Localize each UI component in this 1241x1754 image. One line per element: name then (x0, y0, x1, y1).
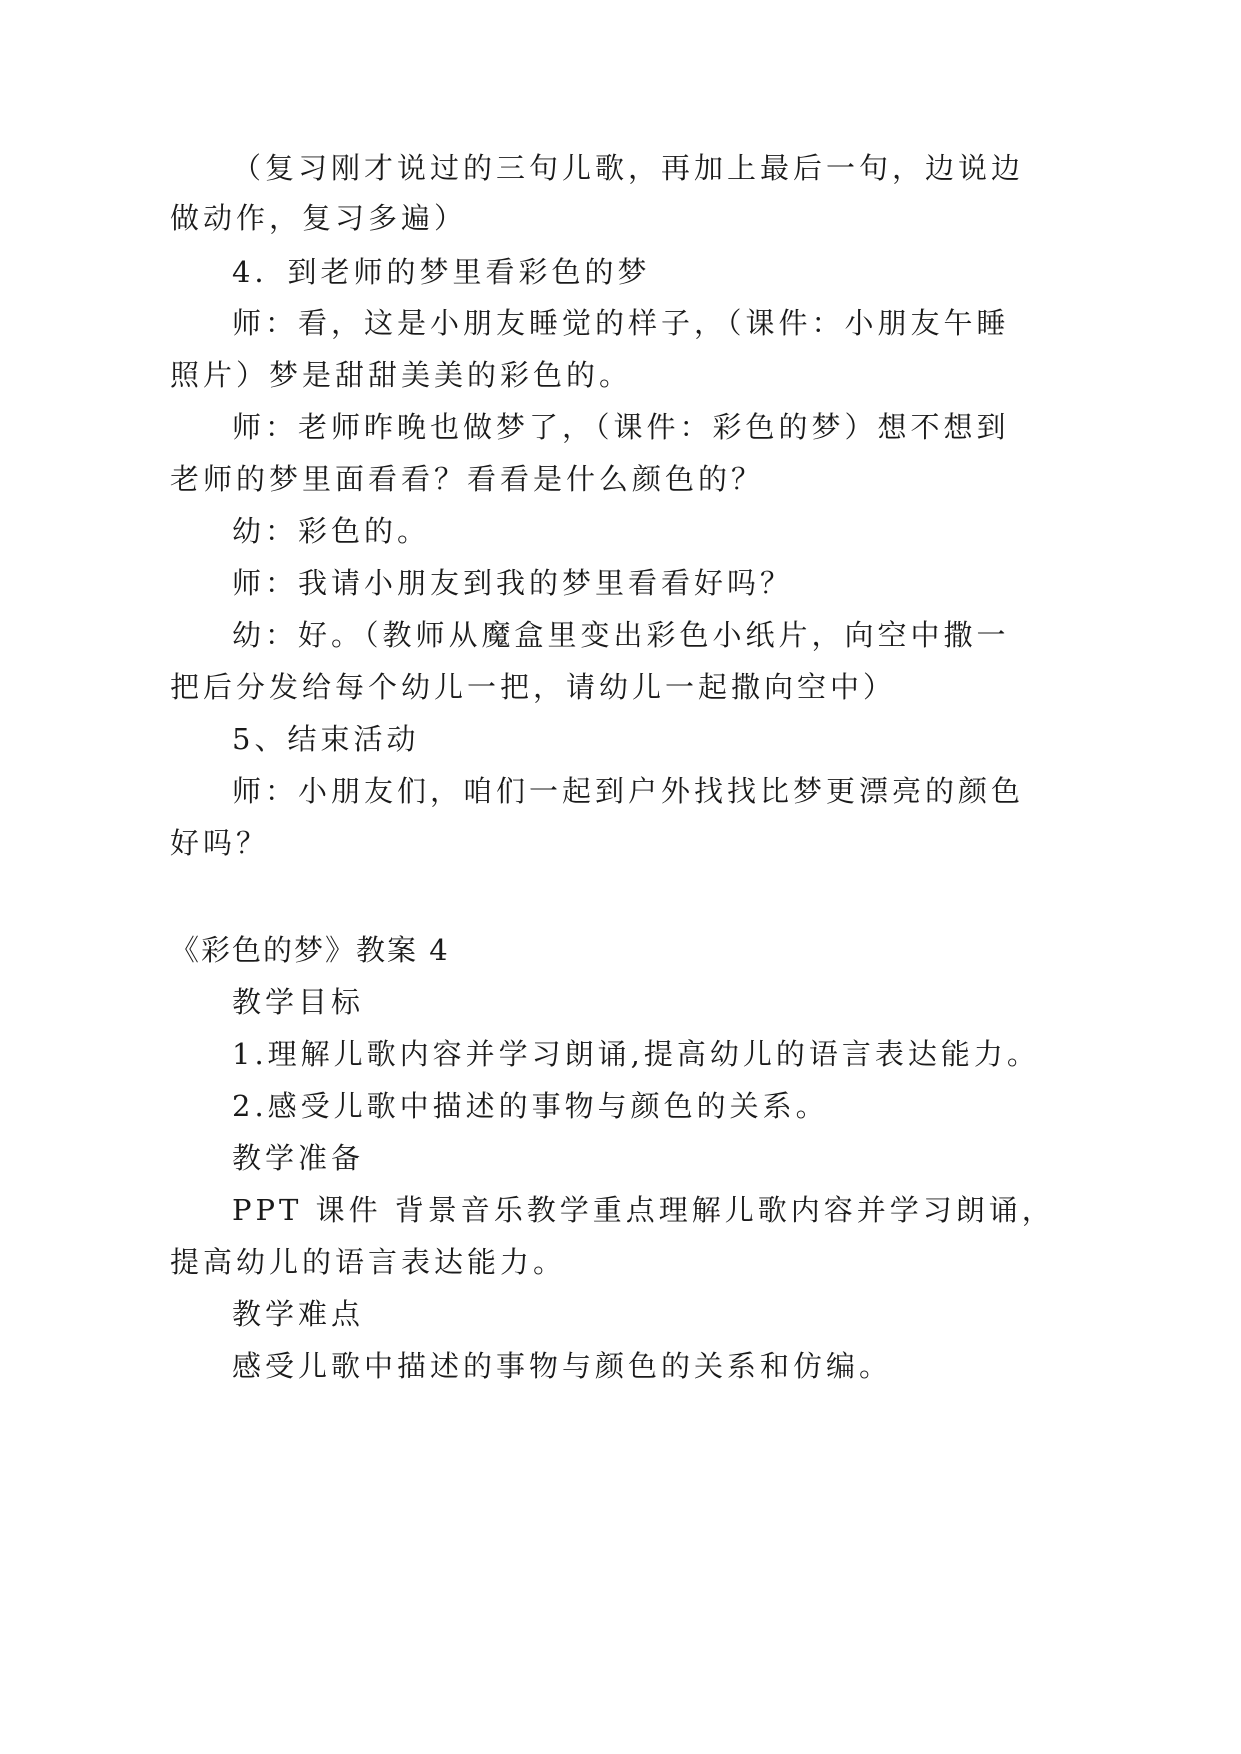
section-heading: 教学目标 (232, 985, 365, 1019)
paragraph-line: 提高幼儿的语言表达能力。 (170, 1245, 567, 1279)
paragraph-line: 师：我请小朋友到我的梦里看看好吗？ (232, 566, 794, 600)
paragraph-line: 老师的梦里面看看？看看是什么颜色的？ (170, 462, 765, 496)
document-title: 《彩色的梦》教案 4 (170, 933, 450, 967)
paragraph-line: （复习刚才说过的三句儿歌，再加上最后一句，边说边 (232, 151, 1025, 185)
paragraph-line: 幼：好。（教师从魔盒里变出彩色小纸片，向空中撒一 (232, 618, 1010, 652)
paragraph-line: 1.理解儿歌内容并学习朗诵,提高幼儿的语言表达能力。 (232, 1037, 1040, 1071)
section-heading: 教学难点 (232, 1297, 365, 1331)
paragraph-line: 师：小朋友们，咱们一起到户外找找比梦更漂亮的颜色 (232, 774, 1025, 808)
paragraph-line: 照片）梦是甜甜美美的彩色的。 (170, 358, 633, 392)
paragraph-line: 幼：彩色的。 (232, 514, 431, 548)
paragraph-line: PPT 课件 背景音乐教学重点理解儿歌内容并学习朗诵， (232, 1193, 1055, 1227)
paragraph-line: 师：老师昨晚也做梦了，（课件：彩色的梦）想不想到 (232, 410, 1010, 444)
section-heading: 教学准备 (232, 1141, 365, 1175)
section-heading: 4．到老师的梦里看彩色的梦 (232, 255, 651, 289)
paragraph-line: 做动作，复习多遍） (170, 201, 468, 235)
paragraph-line: 把后分发给每个幼儿一把，请幼儿一起撒向空中） (170, 670, 897, 704)
paragraph-line: 2.感受儿歌中描述的事物与颜色的关系。 (232, 1089, 829, 1123)
section-heading: 5、结束活动 (232, 722, 420, 756)
paragraph-line: 好吗？ (170, 826, 270, 860)
paragraph-line: 感受儿歌中描述的事物与颜色的关系和仿编。 (232, 1349, 893, 1383)
paragraph-line: 师：看，这是小朋友睡觉的样子，（课件：小朋友午睡 (232, 306, 1010, 340)
